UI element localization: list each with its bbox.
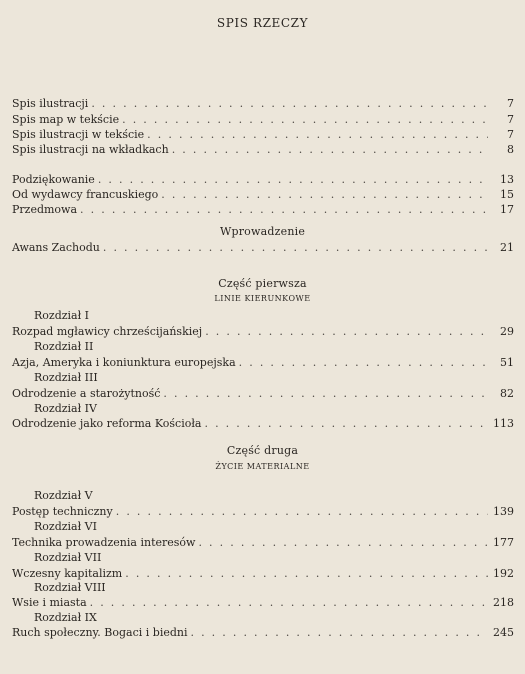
toc-entry-title: Podziękowanie [12,173,95,186]
leader-dots [103,240,488,256]
toc-entry-title: Przedmowa [12,203,78,216]
toc-entry-page: 51 [500,356,514,369]
part-heading: Część druga [226,444,299,457]
toc-entry-page: 139 [493,505,514,518]
leader-dots [191,625,489,641]
toc-entry [12,202,514,218]
toc-entry [12,187,514,203]
toc-entry-title: Od wydawcy francuskiego [12,188,159,201]
toc-entry [12,172,514,188]
toc-entry-title: Spis ilustracji na wkładkach [12,143,169,156]
leader-dots [204,416,488,432]
section-heading: Wprowadzenie [219,225,306,238]
chapter-label: Rozdział IV [34,402,97,415]
toc-entry-title: Spis ilustracji [12,97,89,110]
chapter-label: Rozdział VII [34,551,102,564]
toc-entry-page: 8 [507,143,514,156]
leader-dots [125,566,488,582]
toc-entry [12,535,514,551]
toc-entry-page: 177 [493,536,514,549]
toc-entry [12,595,514,611]
toc-entry-page: 192 [493,567,514,580]
toc-entry [12,112,514,128]
leader-dots [161,187,488,203]
leader-dots [90,595,488,611]
toc-entry-page: 29 [500,325,514,338]
toc-entry [12,96,514,112]
toc-entry-page: 17 [500,203,514,216]
leader-dots [172,142,488,158]
chapter-label: Rozdział II [34,340,94,353]
chapter-label: Rozdział VIII [34,581,106,594]
leader-dots [80,202,488,218]
toc-entry [12,142,514,158]
chapter-label: Rozdział III [34,371,98,384]
toc-entry-title: Wczesny kapitalizm [12,567,123,580]
toc-entry-title: Awans Zachodu [12,241,100,254]
leader-dots [98,172,488,188]
toc-entry-page: 218 [493,596,514,609]
leader-dots [205,324,488,340]
part-heading: Część pierwsza [218,277,307,290]
toc-entry-title: Azja, Ameryka i koniunktura europejska [12,356,236,369]
chapter-label: Rozdział V [34,489,93,502]
leader-dots [198,535,488,551]
toc-entry-page: 15 [500,188,514,201]
part-subheading: LINIE KIERUNKOWE [214,294,311,303]
toc-entry-title: Wsie i miasta [12,596,87,609]
toc-entry-page: 7 [507,128,514,141]
chapter-label: Rozdział I [34,309,90,322]
toc-entry [12,504,514,520]
toc-entry-title: Spis ilustracji w tekście [12,128,145,141]
toc-entry-title: Technika prowadzenia interesów [12,536,196,549]
toc-entry-title: Rozpad mgławicy chrześcijańskiej [12,325,203,338]
toc-entry-page: 7 [507,113,514,126]
toc-entry-page: 82 [500,387,514,400]
toc-entry [12,416,514,432]
toc-entry [12,386,514,402]
chapter-label: Rozdział VI [34,520,97,533]
toc-entry-page: 113 [493,417,514,430]
toc-entry-title: Ruch społeczny. Bogaci i biedni [12,626,188,639]
toc-entry-page: 13 [500,173,514,186]
toc-entry-title: Spis map w tekście [12,113,120,126]
toc-entry-title: Odrodzenie a starożytność [12,387,161,400]
toc-entry [12,324,514,340]
toc-entry-title: Postęp techniczny [12,505,113,518]
toc-entry-title: Odrodzenie jako reforma Kościoła [12,417,202,430]
leader-dots [91,96,488,112]
toc-entry-page: 21 [500,241,514,254]
chapter-label: Rozdział IX [34,611,97,624]
toc-entry-page: 7 [507,97,514,110]
leader-dots [116,504,488,520]
leader-dots [122,112,488,128]
page-title: SPIS RZECZY [216,16,309,30]
toc-entry [12,355,514,371]
leader-dots [147,127,488,143]
toc-entry [12,127,514,143]
toc-entry-page: 245 [493,626,514,639]
leader-dots [239,355,488,371]
toc-entry [12,625,514,641]
leader-dots [163,386,488,402]
toc-entry [12,240,514,256]
part-subheading: ŻYCIE MATERIALNE [215,462,310,471]
